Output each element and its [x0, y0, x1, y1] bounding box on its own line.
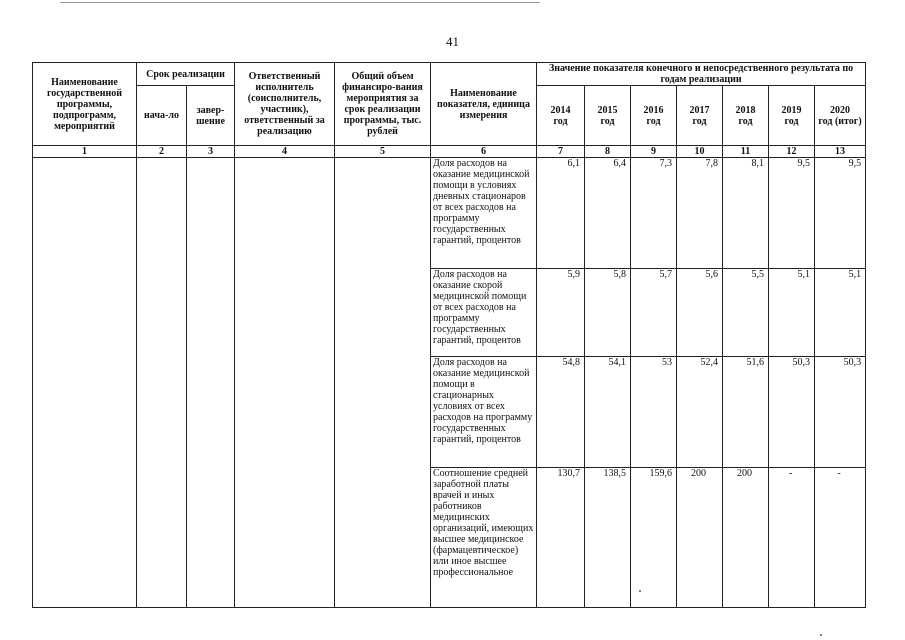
value-cell: 200	[677, 468, 723, 608]
value-cell: -	[815, 468, 866, 608]
value-cell: 200	[723, 468, 769, 608]
value-cell: -	[769, 468, 815, 608]
value-cell: 54,1	[585, 357, 631, 468]
column-number: 11	[723, 146, 769, 158]
value-cell: 9,5	[769, 158, 815, 269]
header-year-2018: 2018 год	[723, 86, 769, 146]
value-cell: 50,3	[815, 357, 866, 468]
page-number: 41	[446, 34, 459, 49]
column-number: 5	[335, 146, 431, 158]
column-number: 10	[677, 146, 723, 158]
column-number: 1	[33, 146, 137, 158]
value-cell: 5,7	[631, 269, 677, 357]
empty-cell-executor	[235, 158, 335, 608]
value-cell: 53	[631, 357, 677, 468]
column-number: 2	[137, 146, 187, 158]
top-rule	[60, 2, 540, 3]
header-values-group: Значение показателя конечного и непосредственного результата по годам реализации	[537, 63, 866, 86]
indicator-name: Доля расходов на оказание медицинской помощи в стационарных условиях от всех расходов на программу государственных гарантий, процентов	[431, 357, 537, 468]
value-cell: 5,1	[769, 269, 815, 357]
header-end: завер-шение	[187, 86, 235, 146]
value-cell: 159,6	[631, 468, 677, 608]
value-cell: 5,6	[677, 269, 723, 357]
column-number: 9	[631, 146, 677, 158]
column-number: 7	[537, 146, 585, 158]
value-cell: 5,5	[723, 269, 769, 357]
empty-cell-program	[33, 158, 137, 608]
scan-speck	[820, 634, 822, 636]
indicator-name: Доля расходов на оказание скорой медицинской помощи от всех расходов на программу государственных гарантий, процентов	[431, 269, 537, 357]
value-cell: 6,4	[585, 158, 631, 269]
header-year-2020: 2020 год (итог)	[815, 86, 866, 146]
header-executor: Ответственный исполнитель (соисполнитель, участник), ответственный за реализацию	[235, 63, 335, 146]
column-number: 13	[815, 146, 866, 158]
value-cell: 51,6	[723, 357, 769, 468]
column-number: 8	[585, 146, 631, 158]
header-year-2015: 2015 год	[585, 86, 631, 146]
value-cell: 8,1	[723, 158, 769, 269]
table-row	[33, 158, 866, 269]
value-cell: 52,4	[677, 357, 723, 468]
column-number-row	[33, 146, 866, 158]
header-indicator: Наименование показателя, единица измерения	[431, 63, 537, 146]
header-start: нача-ло	[137, 86, 187, 146]
header-year-2016: 2016 год	[631, 86, 677, 146]
header-program-name: Наименование государственной программы, подпрограмм, мероприятий	[33, 63, 137, 146]
column-number: 6	[431, 146, 537, 158]
indicator-table	[32, 62, 866, 608]
value-cell: 138,5	[585, 468, 631, 608]
column-number: 12	[769, 146, 815, 158]
column-number: 4	[235, 146, 335, 158]
empty-cell-funding	[335, 158, 431, 608]
empty-cell-end	[187, 158, 235, 608]
value-cell: 5,8	[585, 269, 631, 357]
value-cell: 6,1	[537, 158, 585, 269]
value-cell: 54,8	[537, 357, 585, 468]
value-cell: 130,7	[537, 468, 585, 608]
value-cell: 5,1	[815, 269, 866, 357]
indicator-name: Доля расходов на оказание медицинской помощи в условиях дневных стационаров от всех расходов на программу государственных гарантий, процентов	[431, 158, 537, 269]
value-cell: 50,3	[769, 357, 815, 468]
header-funding: Общий объем финансиро-вания мероприятия за срок реализации программы, тыс. рублей	[335, 63, 431, 146]
value-cell: 9,5	[815, 158, 866, 269]
value-cell: 7,3	[631, 158, 677, 269]
column-number: 3	[187, 146, 235, 158]
empty-cell-start	[137, 158, 187, 608]
header-year-2017: 2017 год	[677, 86, 723, 146]
indicator-name-text: Соотношение средней заработной платы врачей и иных работников медицинских организаций, имеющих высшее медицинское (фармацевтическое) или иное высшее профессиональное	[433, 468, 534, 578]
header-year-2014: 2014 год	[537, 86, 585, 146]
header-year-2019: 2019 год	[769, 86, 815, 146]
indicator-name	[431, 468, 537, 608]
value-cell: 7,8	[677, 158, 723, 269]
value-cell: 5,9	[537, 269, 585, 357]
scan-speck	[639, 590, 641, 592]
header-term: Срок реализации	[137, 63, 235, 86]
